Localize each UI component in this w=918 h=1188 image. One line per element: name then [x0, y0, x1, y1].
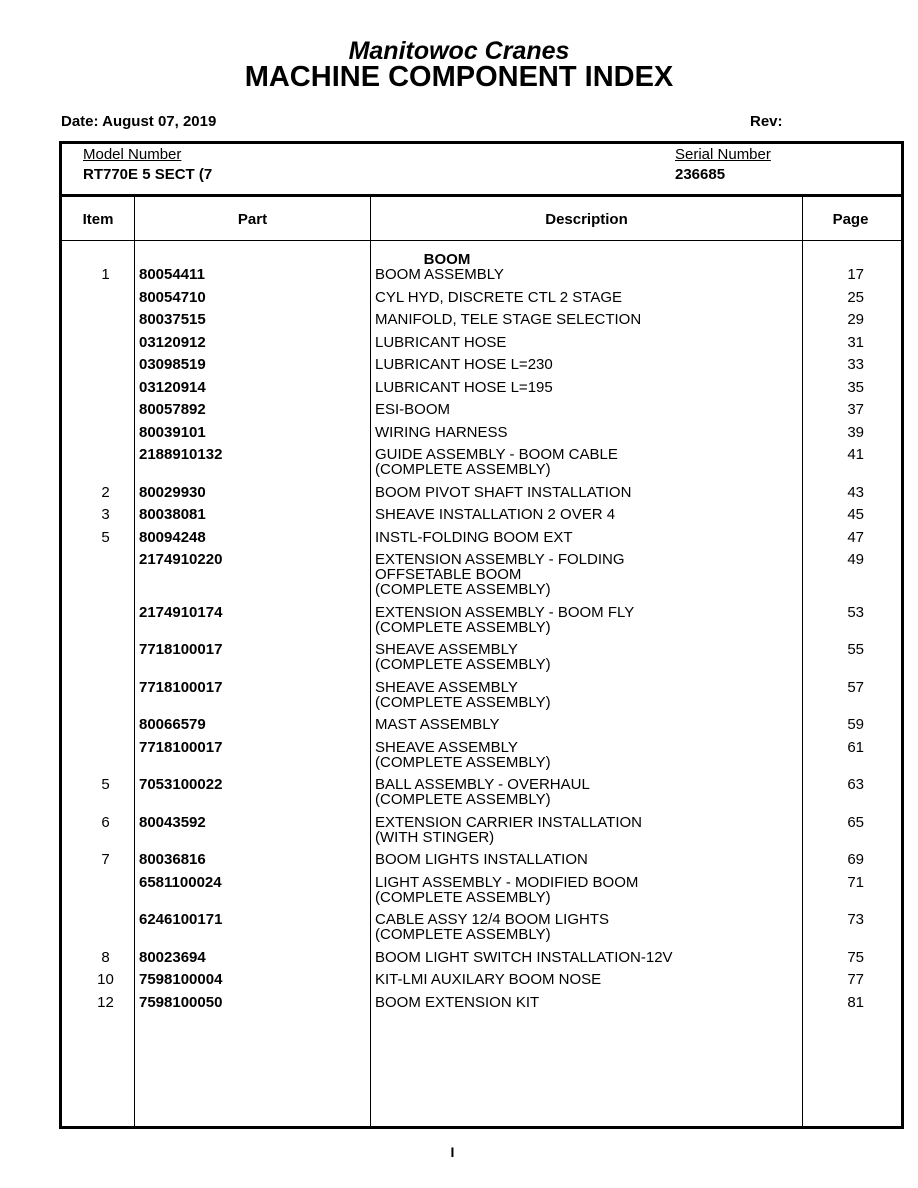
page-cell: 65 — [847, 813, 864, 831]
item-cell: 3 — [101, 506, 110, 523]
part-number-cell: 6246100171 — [139, 911, 223, 928]
model-number-value: RT770E 5 SECT (7 — [83, 166, 213, 183]
description-cell: BOOM ASSEMBLY — [375, 266, 504, 283]
description-cell: KIT-LMI AUXILARY BOOM NOSE — [375, 971, 602, 988]
description-cell: CABLE ASSY 12/4 BOOM LIGHTS (COMPLETE ASSEMBLY) — [375, 911, 609, 943]
page-cell: 75 — [847, 948, 864, 966]
part-number-cell: 80054411 — [139, 266, 205, 283]
page-cell: 39 — [847, 423, 864, 441]
part-number-cell: 2188910132 — [139, 446, 223, 463]
part-number-cell: 2174910220 — [139, 551, 223, 568]
description-cell: LUBRICANT HOSE — [375, 333, 507, 351]
company-name: Manitowoc Cranes — [348, 37, 570, 65]
part-number-cell: 80038081 — [139, 506, 206, 523]
part-number-cell: 80054710 — [139, 288, 206, 306]
description-cell: MAST ASSEMBLY — [375, 716, 500, 733]
page-cell: 81 — [847, 993, 864, 1011]
page-cell: 69 — [847, 851, 864, 868]
page-cell: 47 — [847, 528, 864, 546]
part-number-cell: 80037515 — [139, 311, 206, 328]
part-number-cell: 7718100017 — [139, 641, 223, 658]
description-cell: BOOM EXTENSION KIT — [375, 993, 540, 1011]
description-cell: WIRING HARNESS — [375, 423, 508, 441]
part-number-cell: 80029930 — [139, 483, 206, 501]
page-cell: 25 — [847, 288, 864, 306]
description-cell: LIGHT ASSEMBLY - MODIFIED BOOM (COMPLETE ASSEMBLY) — [375, 873, 639, 906]
page-cell: 17 — [847, 266, 864, 283]
page-cell: 57 — [847, 678, 864, 696]
page-cell: 71 — [847, 873, 864, 891]
model-number-label: Model Number — [83, 146, 182, 163]
item-cell: 6 — [101, 813, 110, 831]
description-cell: EXTENSION ASSEMBLY - BOOM FLY (COMPLETE ASSEMBLY) — [375, 603, 635, 636]
description-cell: CYL HYD, DISCRETE CTL 2 STAGE — [375, 288, 622, 306]
description-cell: BALL ASSEMBLY - OVERHAUL (COMPLETE ASSEMBLY) — [375, 776, 590, 808]
page-cell: 59 — [847, 716, 864, 733]
description-cell: GUIDE ASSEMBLY - BOOM CABLE (COMPLETE ASSEMBLY) — [375, 446, 618, 478]
part-number-cell: 80094248 — [139, 528, 206, 546]
item-cell: 7 — [101, 851, 110, 868]
part-number-cell: 7718100017 — [139, 678, 223, 696]
serial-number-label: Serial Number — [675, 146, 771, 163]
description-cell: EXTENSION CARRIER INSTALLATION (WITH STINGER) — [375, 813, 642, 846]
item-cell: 8 — [101, 948, 110, 966]
page-cell: 49 — [847, 551, 864, 568]
column-header-description: Description — [545, 211, 628, 228]
item-cell: 12 — [97, 993, 114, 1011]
description-cell: ESI-BOOM — [375, 401, 451, 418]
page-cell: 77 — [847, 971, 864, 988]
page-cell: 31 — [847, 333, 864, 351]
page-cell: 73 — [847, 911, 864, 928]
page-number: I — [450, 1144, 455, 1160]
part-number-cell: 03098519 — [139, 356, 206, 373]
page-cell: 41 — [847, 446, 864, 463]
revision-label: Rev: — [750, 113, 783, 130]
page-cell: 55 — [847, 641, 864, 658]
column-header-item: Item — [82, 211, 114, 228]
part-number-cell: 7718100017 — [139, 738, 223, 756]
page-cell: 35 — [847, 378, 864, 396]
page-cell: 37 — [847, 401, 864, 418]
description-cell: EXTENSION ASSEMBLY - FOLDING OFFSETABLE BOOM (COMPLETE ASSEMBLY) — [375, 551, 625, 598]
description-cell: BOOM LIGHT SWITCH INSTALLATION-12V — [375, 948, 673, 966]
page-cell: 33 — [847, 356, 864, 373]
part-number-cell: 7598100004 — [139, 971, 223, 988]
part-number-cell: 80023694 — [139, 948, 206, 966]
part-number-cell: 80039101 — [139, 423, 206, 441]
description-cell: LUBRICANT HOSE L=230 — [375, 356, 553, 373]
part-number-cell: 2174910174 — [139, 603, 223, 621]
item-cell: 10 — [97, 971, 114, 988]
page-cell: 29 — [847, 311, 864, 328]
serial-number-value: 236685 — [675, 166, 726, 183]
part-number-cell: 80057892 — [139, 401, 206, 418]
part-number-cell: 03120914 — [139, 378, 206, 396]
part-number-cell: 80066579 — [139, 716, 206, 733]
part-number-cell: 6581100024 — [139, 873, 222, 891]
description-cell: BOOM PIVOT SHAFT INSTALLATION — [375, 483, 632, 501]
part-number-cell: 80036816 — [139, 851, 206, 868]
part-number-cell: 7598100050 — [139, 993, 223, 1011]
item-cell: 2 — [101, 483, 110, 501]
part-number-cell: 80043592 — [139, 813, 206, 831]
section-heading: BOOM — [423, 251, 471, 268]
document-date: Date: August 07, 2019 — [61, 113, 217, 130]
description-cell: LUBRICANT HOSE L=195 — [375, 378, 553, 396]
part-number-cell: 7053100022 — [139, 776, 223, 793]
page-cell: 45 — [847, 506, 864, 523]
column-header-page: Page — [832, 211, 869, 228]
description-cell: MANIFOLD, TELE STAGE SELECTION — [375, 311, 642, 328]
item-cell: 5 — [101, 776, 110, 793]
item-cell: 5 — [101, 528, 110, 546]
page-cell: 63 — [847, 776, 864, 793]
item-cell: 1 — [101, 266, 110, 283]
description-cell: BOOM LIGHTS INSTALLATION — [375, 851, 588, 868]
column-header-part: Part — [237, 211, 268, 228]
description-cell: SHEAVE ASSEMBLY (COMPLETE ASSEMBLY) — [375, 678, 551, 711]
part-number-cell: 03120912 — [139, 333, 206, 351]
description-cell: SHEAVE ASSEMBLY (COMPLETE ASSEMBLY) — [375, 641, 551, 673]
description-cell: SHEAVE INSTALLATION 2 OVER 4 — [375, 506, 616, 523]
page-cell: 61 — [847, 738, 864, 756]
description-cell: SHEAVE ASSEMBLY (COMPLETE ASSEMBLY) — [375, 738, 551, 771]
page-cell: 43 — [847, 483, 864, 501]
description-cell: INSTL-FOLDING BOOM EXT — [375, 528, 573, 546]
document-title: MACHINE COMPONENT INDEX — [244, 61, 674, 93]
page-cell: 53 — [847, 603, 864, 621]
